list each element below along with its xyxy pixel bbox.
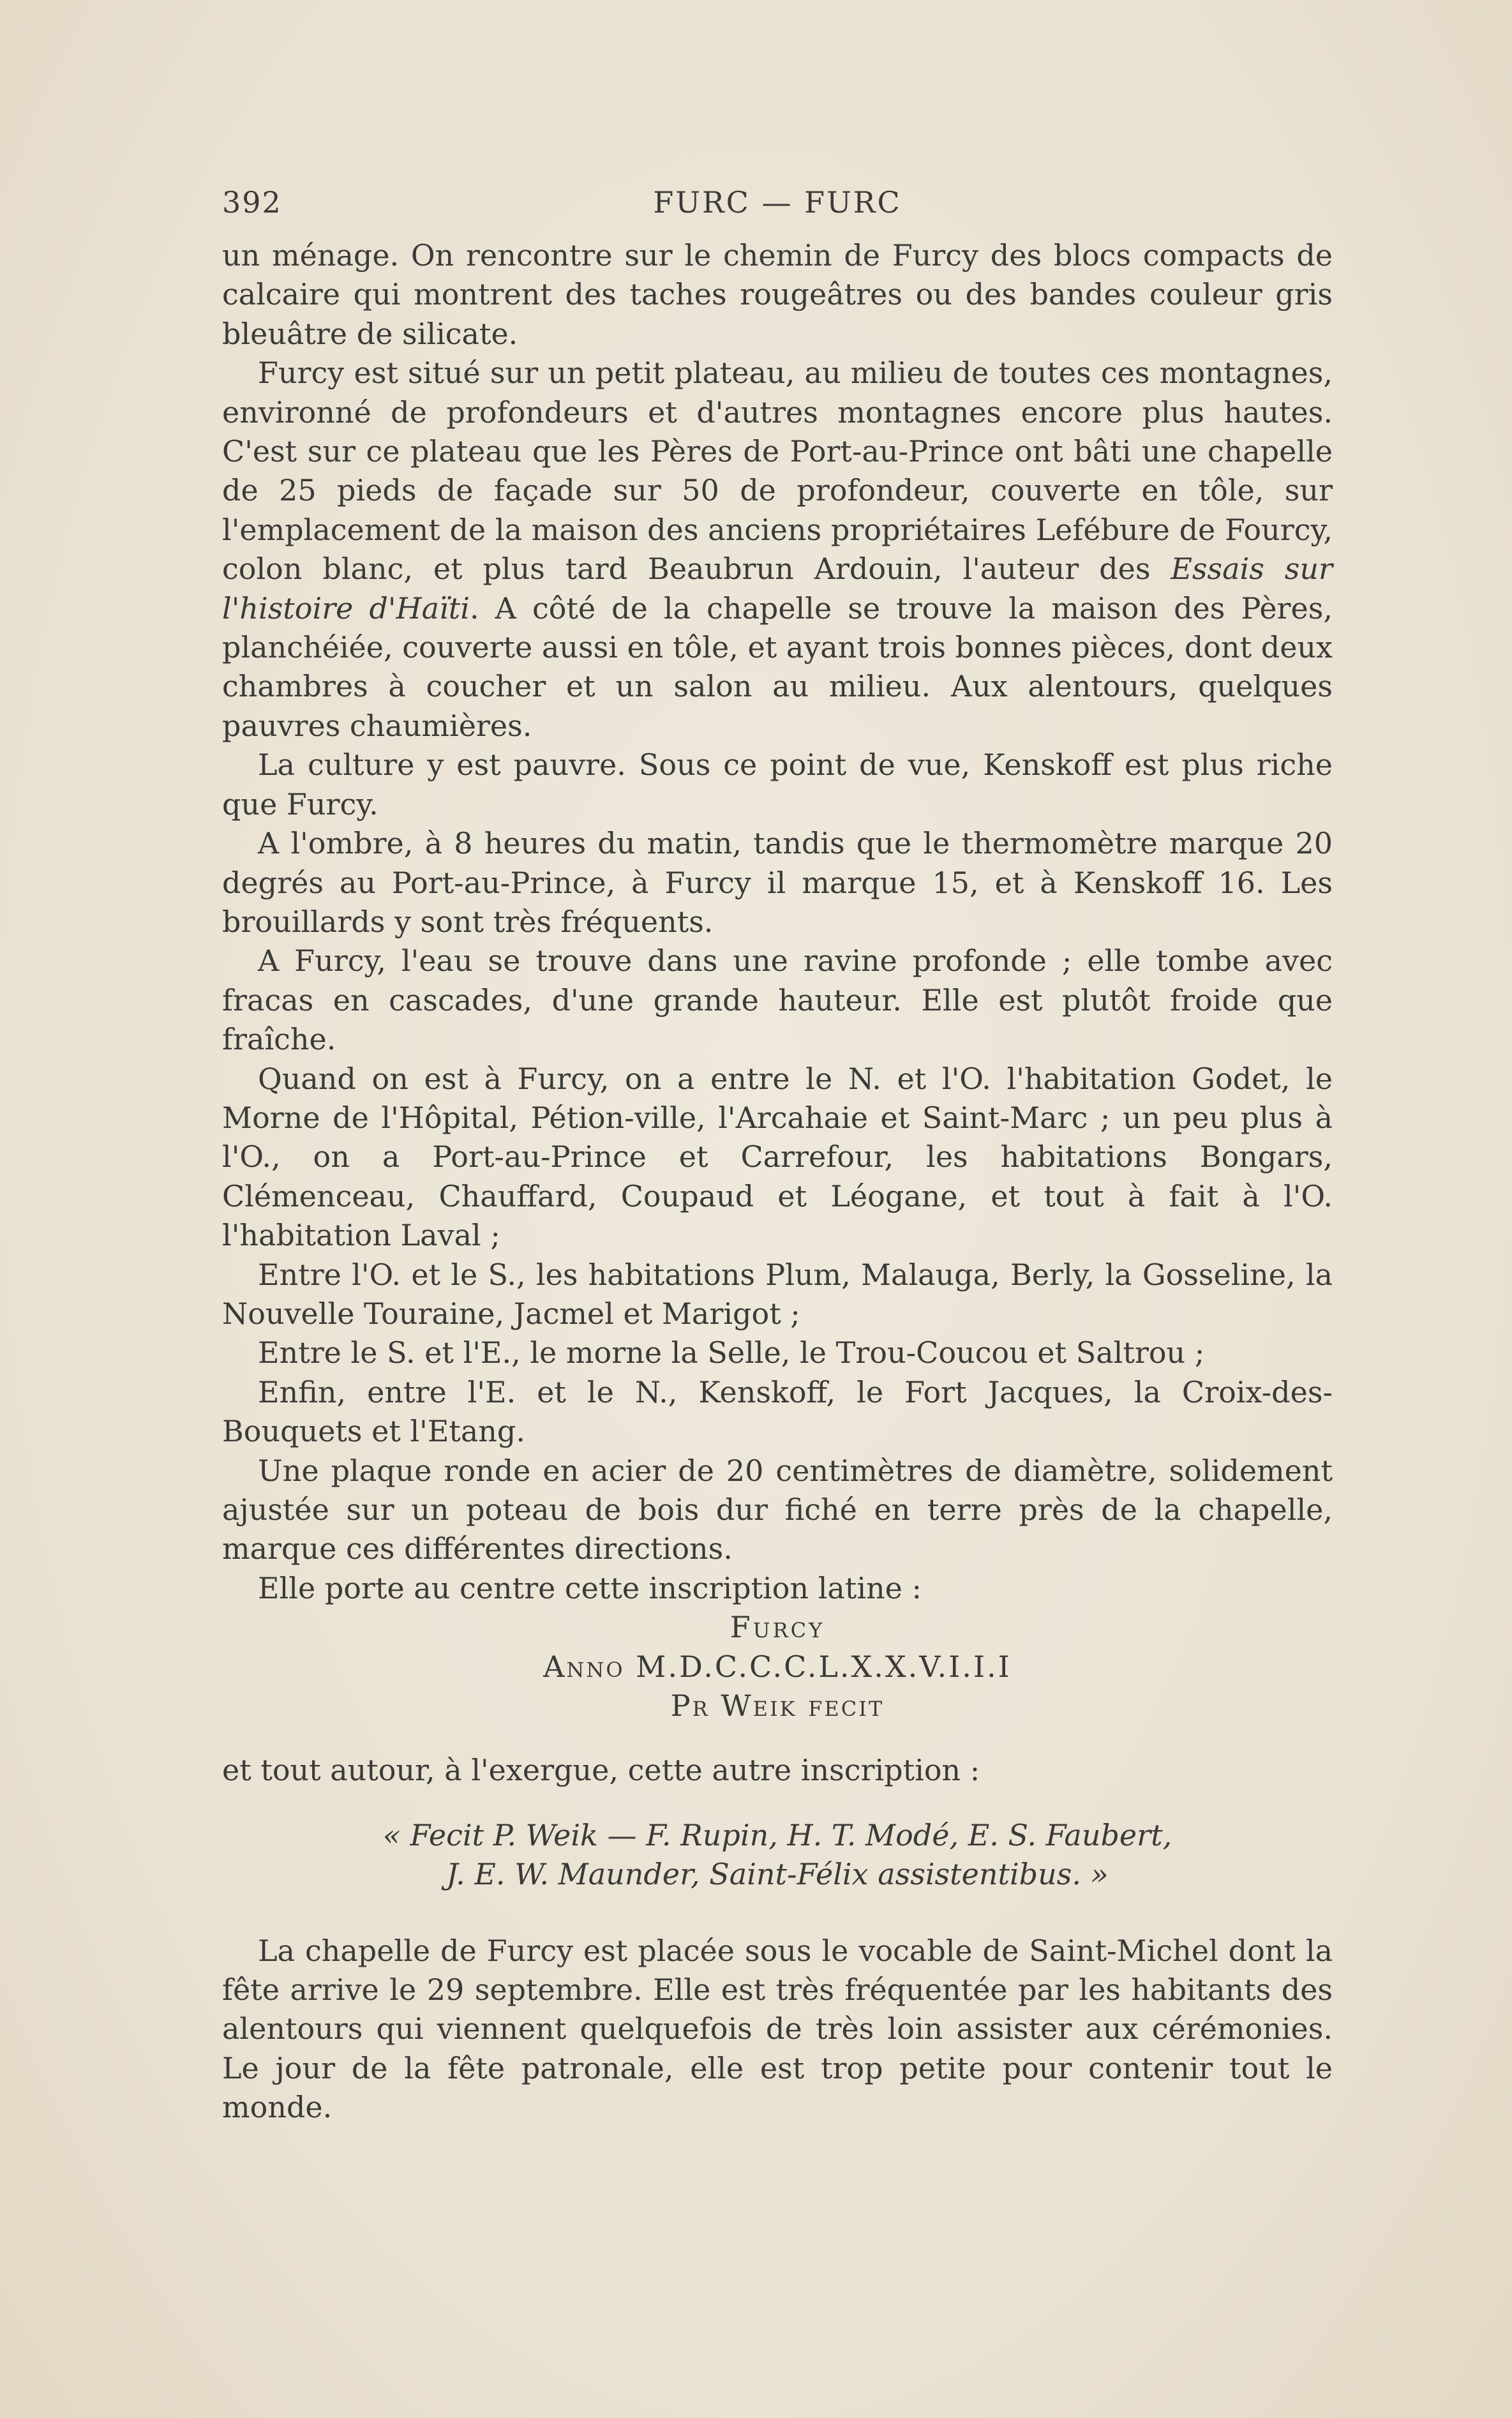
paragraph: A l'ombre, à 8 heures du matin, tandis que le thermomètre marque 20 degrés au Port-au-Prince, à Furcy il marque 15, et à Kenskoff 16. Les brouillards y sont très fréquents. <box>222 826 1333 939</box>
quote-line: « Fecit P. Weik — F. Rupin, H. T. Modé, E. S. Faubert, <box>382 1817 1172 1852</box>
quote-line: J. E. W. Maunder, Saint-Félix assistentibus. » <box>446 1857 1109 1892</box>
running-head: FURC — FURC <box>653 185 902 220</box>
paragraph: Elle porte au centre cette inscription latine : <box>258 1570 922 1605</box>
paragraph: et tout autour, à l'exergue, cette autre inscription : <box>222 1753 980 1788</box>
paragraph: Enfin, entre l'E. et le N., Kenskoff, le Fort Jacques, la Croix-des-Bouquets et l'Etang. <box>222 1374 1333 1449</box>
page-number: 392 <box>222 185 282 220</box>
paragraph: Quand on est à Furcy, on a entre le N. et l'O. l'habitation Godet, le Morne de l'Hôpital, Pétion-ville, l'Arcahaie et Saint-Marc ; un peu plus à l'O., on a Port-au-Prince et Carrefour, les habitations Bongars, Clémenceau, Chauffard, Coupaud et Léogane, et tout à fait à l'O. l'habitation Laval ; <box>222 1061 1333 1253</box>
body-text <box>222 236 1333 2128</box>
paragraph: La chapelle de Furcy est placée sous le vocable de Saint-Michel dont la fête arrive le 29 septembre. Elle est très fréquentée par les habitants des alentours qui viennent quelquefois de très loin assister aux cérémonies. Le jour de la fête patronale, elle est trop petite pour contenir tout le monde. <box>222 1933 1333 2125</box>
paragraph: A Furcy, l'eau se trouve dans une ravine profonde ; elle tombe avec fracas en cascades, d'une grande hauteur. Elle est plutôt froide que fraîche. <box>222 943 1333 1057</box>
paragraph: La culture y est pauvre. Sous ce point de vue, Kenskoff est plus riche que Furcy. <box>222 747 1333 822</box>
paragraph: un ménage. On rencontre sur le chemin de Furcy des blocs compacts de calcaire qui montrent des taches rougeâtres ou des bandes couleur gris bleuâtre de silicate. <box>222 238 1333 351</box>
book-title: Essais sur l'histoire d'Haïti <box>222 552 1333 626</box>
paragraph: Furcy est situé sur un petit plateau, au milieu de toutes ces montagnes, environné de profondeurs et d'autres montagnes encore plus hautes. C'est sur ce plateau que les Pères de Port-au-Prince ont bâti une chapelle de 25 pieds de façade sur 50 de profondeur, couverte en tôle, sur l'emplacement de la maison des anciens propriétaires Lefébure de Fourcy, colon blanc, et plus tard Beaubrun Ardouin, l'auteur des Essais sur l'histoire d'Haïti. A côté de la chapelle se trouve la maison des Pères, planchéiée, couverte aussi en tôle, et ayant trois bonnes pièces, dont deux chambres à coucher et un salon au milieu. Aux alentours, quelques pauvres chaumières. <box>222 356 1333 743</box>
inscription-line: Anno M.D.C.C.C.L.X.X.V.I.I.I <box>543 1649 1012 1684</box>
paragraph: Entre l'O. et le S., les habitations Plum, Malauga, Berly, la Gosseline, la Nouvelle Touraine, Jacmel et Marigot ; <box>222 1257 1333 1331</box>
paragraph: Une plaque ronde en acier de 20 centimètres de diamètre, solidement ajustée sur un poteau de bois dur fiché en terre près de la chapelle, marque ces différentes directions. <box>222 1453 1333 1566</box>
paragraph: Entre le S. et l'E., le morne la Selle, le Trou-Coucou et Saltrou ; <box>258 1335 1205 1370</box>
inscription-line: Pr Weik fecit <box>670 1688 885 1723</box>
inscription-title: Furcy <box>730 1610 825 1645</box>
page-header <box>222 185 1333 223</box>
